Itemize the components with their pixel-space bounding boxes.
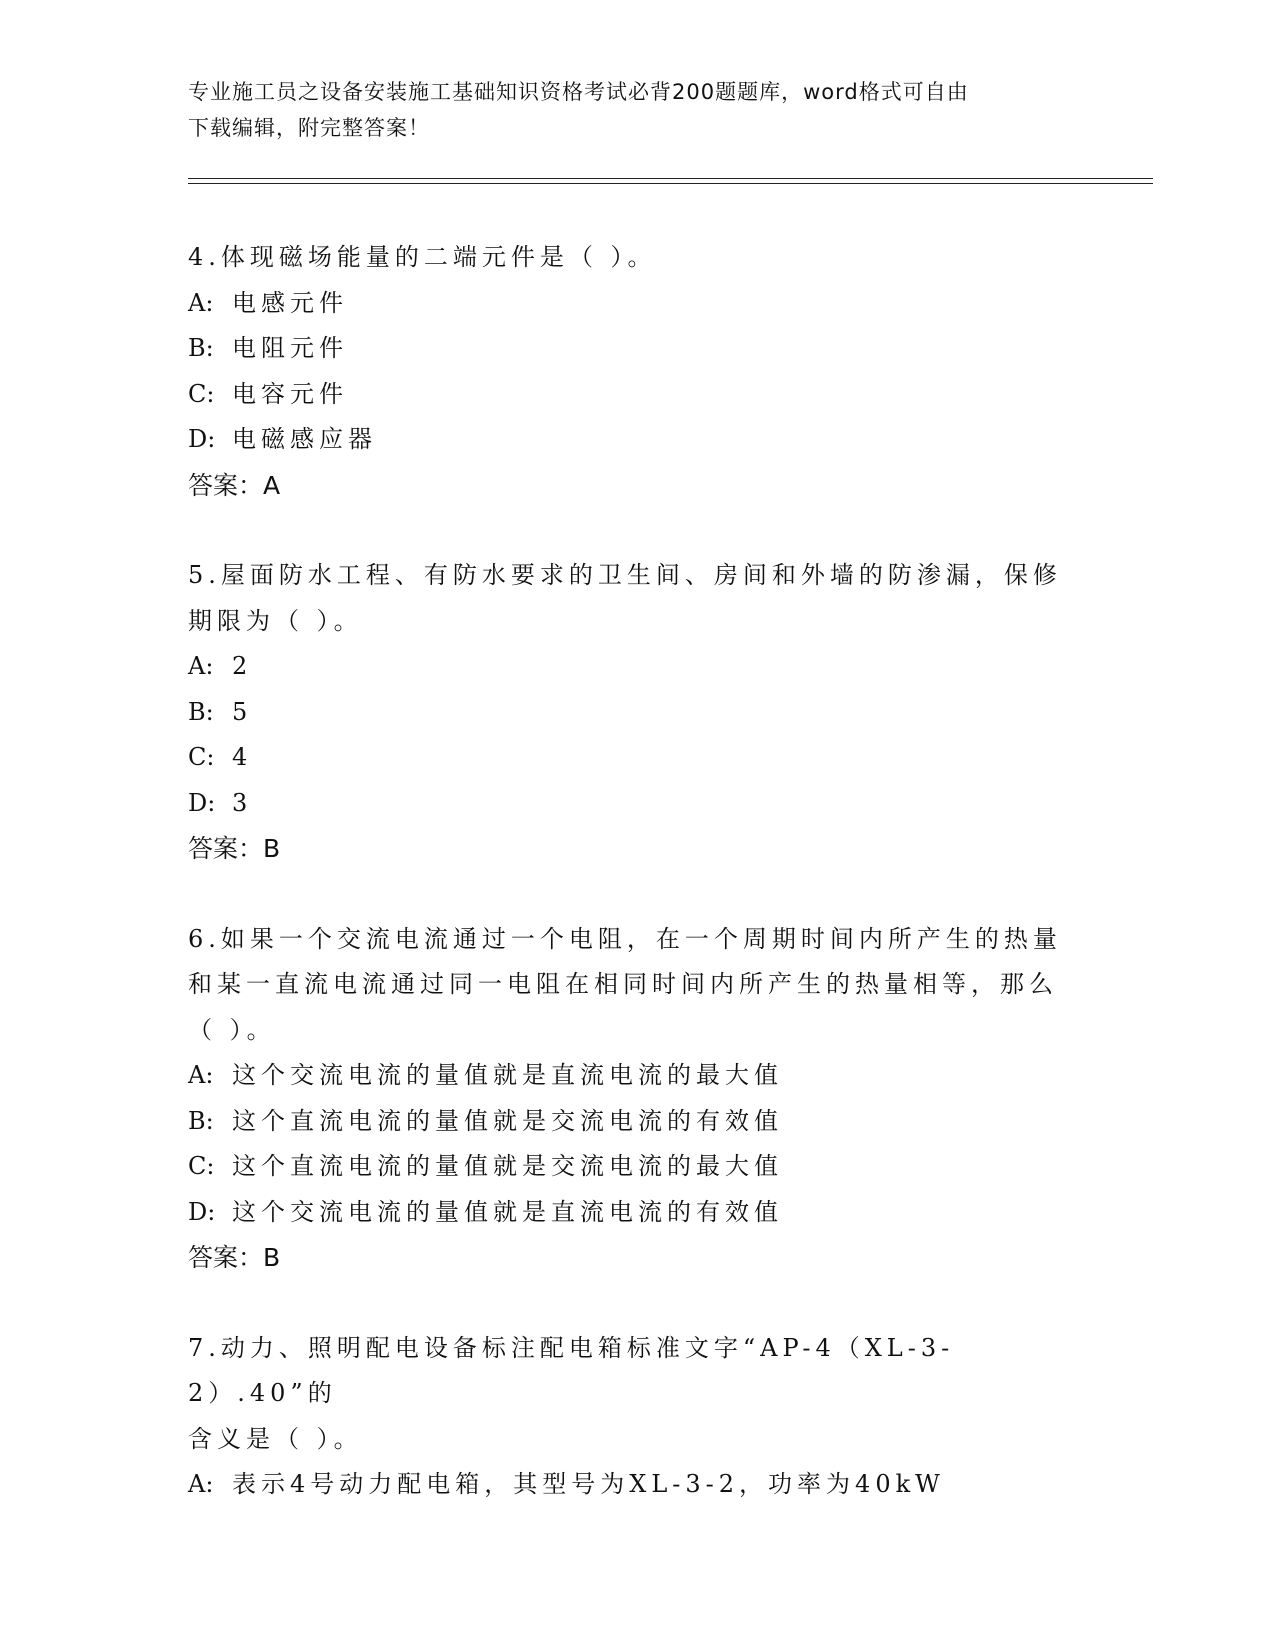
answer-line: 答案：A	[188, 470, 281, 500]
question-spacer	[188, 1281, 1088, 1326]
option-text: 这个直流电流的量值就是交流电流的有效值	[232, 1106, 783, 1135]
question-stem: 和某一直流电流通过同一电阻在相同时间内所产生的热量相等，那么	[188, 970, 1058, 998]
option-label: A:	[188, 1470, 214, 1498]
question-4	[188, 235, 1088, 508]
option-label: B:	[188, 1106, 214, 1135]
option-text: 3	[232, 788, 253, 817]
option-c	[188, 1144, 1088, 1190]
option-text: 电磁感应器	[232, 425, 377, 453]
header-title-line-1: 专业施工员之设备安装施工基础知识资格考试必背200题题库，word格式可自由	[188, 80, 969, 104]
option-d	[188, 417, 1088, 463]
option-text: 电容元件	[232, 379, 348, 408]
option-text: 电阻元件	[232, 334, 348, 362]
option-text: 表示4号动力配电箱，其型号为XL-3-2，功率为40kW	[232, 1470, 945, 1498]
option-label: C:	[188, 379, 215, 408]
question-stem: 4.体现磁场能量的二端元件是（ ）。	[188, 243, 657, 271]
option-a	[188, 1462, 1088, 1508]
question-stem: 含义是（ ）。	[188, 1424, 363, 1453]
option-a	[188, 281, 1088, 327]
option-a	[188, 1053, 1088, 1099]
option-label: B:	[188, 697, 214, 726]
question-spacer	[188, 508, 1088, 553]
option-label: A:	[188, 652, 214, 680]
option-label: C:	[188, 743, 215, 771]
header-divider-top	[188, 178, 1153, 179]
question-stem: 6.如果一个交流电流通过一个电阻，在一个周期时间内所产生的热量	[188, 924, 1062, 953]
question-stem: 期限为（ ）。	[188, 606, 363, 635]
header-title-line-2: 下载编辑，附完整答案！	[188, 116, 430, 140]
option-text: 4	[232, 743, 253, 771]
option-text: 这个直流电流的量值就是交流电流的最大值	[232, 1152, 783, 1180]
option-label: A:	[188, 288, 214, 317]
option-c	[188, 735, 1088, 781]
option-label: D:	[188, 1197, 216, 1226]
option-label: B:	[188, 334, 214, 362]
question-7	[188, 1326, 1088, 1508]
question-spacer	[188, 872, 1088, 917]
question-6	[188, 917, 1088, 1281]
option-label: D:	[188, 425, 216, 453]
question-stem: （ ）。	[188, 1015, 276, 1044]
option-d	[188, 781, 1088, 827]
question-stem: 5.屋面防水工程、有防水要求的卫生间、房间和外墙的防渗漏，保修	[188, 561, 1062, 589]
option-b	[188, 690, 1088, 736]
option-label: A:	[188, 1061, 214, 1089]
answer-line: 答案：B	[188, 1243, 281, 1272]
question-stem: 7.动力、照明配电设备标注配电箱标准文字“AP-4（XL-3-2）.40”的	[188, 1333, 955, 1407]
option-text: 这个交流电流的量值就是直流电流的最大值	[232, 1061, 783, 1089]
option-text: 这个交流电流的量值就是直流电流的有效值	[232, 1197, 783, 1226]
option-b	[188, 326, 1088, 372]
option-text: 电感元件	[232, 288, 348, 317]
option-c	[188, 372, 1088, 418]
option-text: 2	[232, 652, 253, 680]
header-divider-bottom	[188, 183, 1153, 184]
question-list	[188, 235, 1088, 1508]
option-a	[188, 644, 1088, 690]
option-label: D:	[188, 788, 216, 817]
option-label: C:	[188, 1152, 215, 1180]
question-5	[188, 553, 1088, 872]
option-d	[188, 1190, 1088, 1236]
document-header	[188, 74, 1068, 146]
option-text: 5	[232, 697, 253, 726]
answer-line: 答案：B	[188, 834, 281, 863]
option-b	[188, 1099, 1088, 1145]
